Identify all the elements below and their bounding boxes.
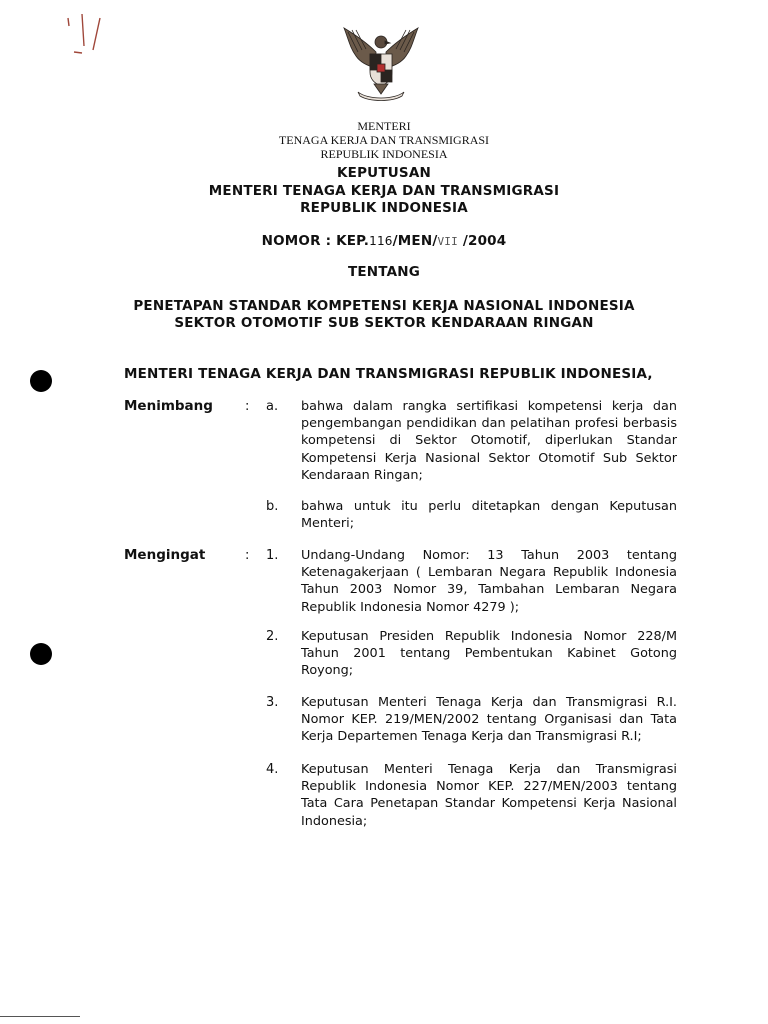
text-line: Kerja Departemen Tenaga Kerja dan Transmigrasi R.I; [301,729,642,745]
menimbang-item-b-marker: b. [266,499,279,514]
text-line: bahwa untuk itu perlu ditetapkan dengan Keputusan [301,499,677,514]
text-line: Republik Indonesia Nomor 4279 ); [301,599,520,615]
text-line: Kompetensi Kerja Nasional Sektor Otomotif Sub Sektor [301,450,677,466]
decree-number [0,233,768,250]
mengingat-item-1 [301,547,677,616]
text-line: Tahun 2001 tentang Pembentukan Kabinet Gotong [301,646,677,662]
decree-number-mid: /MEN/ [392,233,438,249]
mengingat-item-3-marker: 3. [266,695,279,710]
punch-hole [30,370,52,392]
text-line: Keputusan Menteri Tenaga Kerja dan Transmigrasi [301,762,677,777]
text-line: kompetensi di Sektor Otomotif, diperlukan Standar [301,433,677,449]
decree-number-month: VII [437,235,458,248]
tentang-heading: TENTANG [347,264,421,280]
mengingat-item-4 [301,761,677,830]
text-line: Keputusan Menteri Tenaga Kerja dan Transmigrasi R.I. [301,695,677,710]
text-line: Royong; [301,663,354,679]
scan-edge-line [0,1016,80,1017]
text-line: bahwa dalam rangka sertifikasi kompetensi kerja dan [301,399,677,414]
menimbang-label: Menimbang [124,398,213,414]
text-line: Keputusan Presiden Republik Indonesia Nomor 228/M [301,629,677,644]
mengingat-item-4-marker: 4. [266,762,279,777]
text-line: Menteri; [301,516,355,532]
punch-hole [30,643,52,665]
handwritten-mark [60,8,130,58]
decree-number-value: 116 [369,234,393,248]
text-line: Nomor KEP. 219/MEN/2002 tentang Organisasi dan Tata [301,712,677,728]
mengingat-colon: : [245,548,250,563]
text-line: Indonesia; [301,813,368,829]
mengingat-item-3 [301,694,677,746]
text-line: pengembangan pendidikan dan pelatihan profesi berbasis [301,416,677,432]
letterhead-line-2: TENAGA KERJA DAN TRANSMIGRASI [278,133,490,147]
text-line: Undang-Undang Nomor: 13 Tahun 2003 tentang [301,548,677,563]
menimbang-item-a-marker: a. [266,399,279,414]
text-line: Republik Indonesia Nomor KEP. 227/MEN/2003 tentang [301,779,677,795]
text-line: Kendaraan Ringan; [301,467,423,483]
decree-number-year: /2004 [457,233,507,249]
minister-heading: MENTERI TENAGA KERJA DAN TRANSMIGRASI REPUBLIK INDONESIA, [124,366,653,382]
mengingat-item-2 [301,628,677,680]
mengingat-label: Mengingat [124,547,206,563]
text-line: Tahun 2003 Nomor 39, Tambahan Lembaran Negara [301,582,677,598]
mengingat-item-2-marker: 2. [266,629,279,644]
menimbang-item-a [301,398,677,484]
letterhead-line-1: MENTERI [357,119,411,133]
subject-line-2: SEKTOR OTOMOTIF SUB SEKTOR KENDARAAN RINGAN [174,315,594,331]
menimbang-colon: : [245,399,250,414]
title-line-2: MENTERI TENAGA KERJA DAN TRANSMIGRASI [208,183,560,199]
decree-number-prefix: NOMOR : KEP. [261,233,370,249]
letterhead-line-3: REPUBLIK INDONESIA [320,147,448,161]
title-line-1: KEPUTUSAN [337,165,431,181]
mengingat-item-1-marker: 1. [266,548,279,563]
garuda-emblem-icon [336,22,426,102]
subject-line-1: PENETAPAN STANDAR KOMPETENSI KERJA NASIONAL INDONESIA [133,298,635,314]
title-line-3: REPUBLIK INDONESIA [300,200,468,216]
text-line: Tata Cara Penetapan Standar Kompetensi Kerja Nasional [301,796,677,812]
text-line: Ketenagakerjaan ( Lembaran Negara Republik Indonesia [301,565,677,581]
menimbang-item-b [301,498,677,532]
